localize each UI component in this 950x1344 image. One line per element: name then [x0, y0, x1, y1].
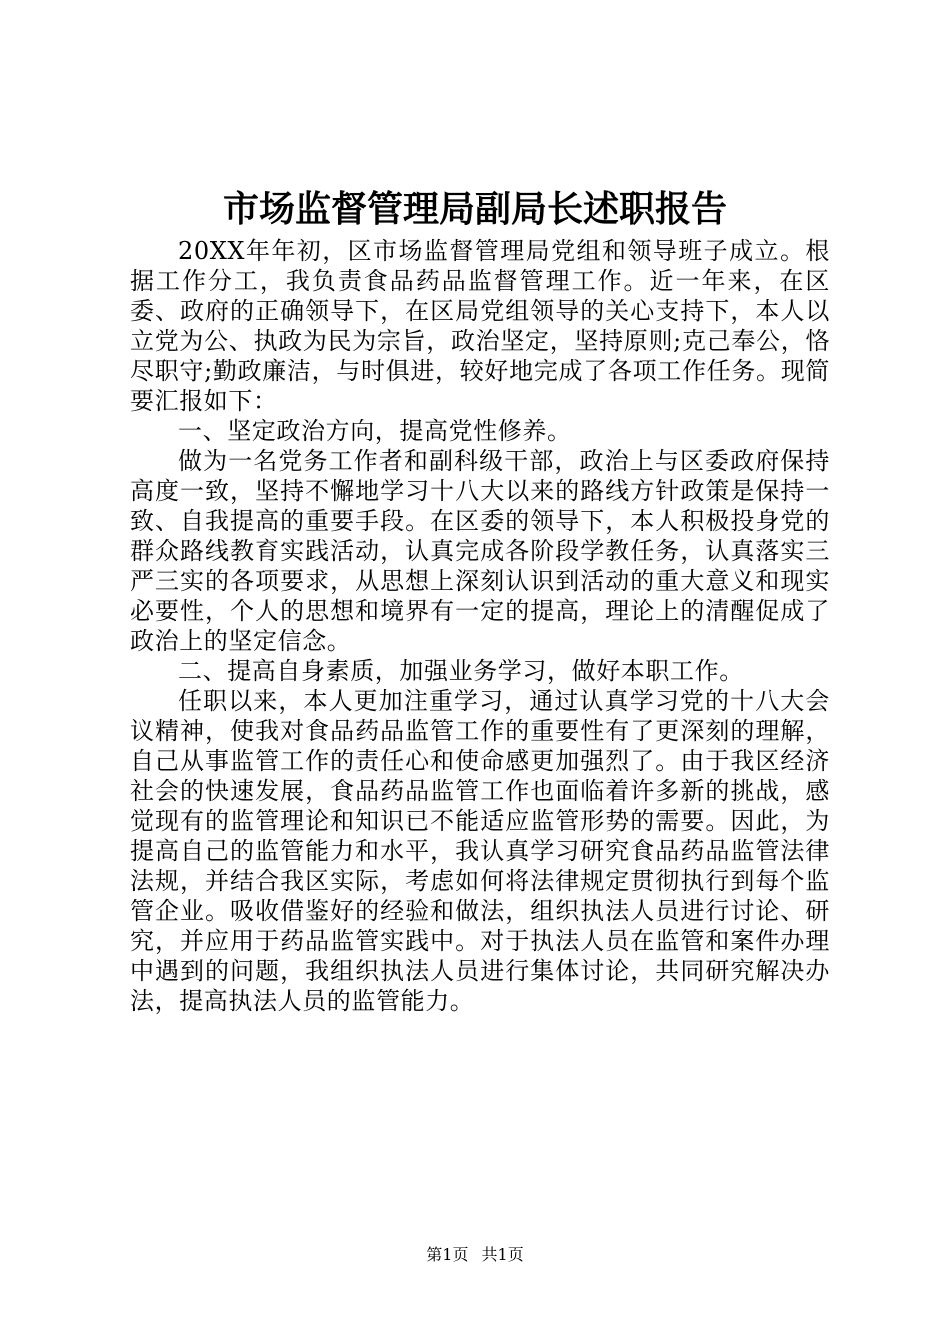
page-number-total: 共1页 — [481, 1245, 524, 1264]
document-title: 市场监督管理局副局长述职报告 — [222, 188, 727, 230]
section-heading-2: 二、提高自身素质，加强业务学习，做好本职工作。 — [178, 657, 744, 685]
section-heading-1: 一、坚定政治方向，提高党性修养。 — [178, 417, 572, 445]
paragraph-section-1: 做为一名党务工作者和副科级干部，政治上与区委政府保持高度一致，坚持不懈地学习十八大以来的路线方针政策是保持一致、自我提高的重要手段。在区委的领导下，本人积极投身党的群众路线教育实践活动，认真完成各阶段学教任务，认真落实三严三实的各项要求，从思想上深刻认识到活动的重大意义和现实必要性，个人的思想和境界有一定的提高，理论上的清醒促成了政治上的坚定信念。 — [130, 447, 830, 655]
page-number-current: 第1页 — [426, 1245, 469, 1264]
paragraph-intro: 20XX年年初，区市场监督管理局党组和领导班子成立。根据工作分工，我负责食品药品监督管理工作。近一年来，在区委、政府的正确领导下，在区局党组领导的关心支持下，本人以立党为公、执政为民为宗旨，政治坚定，坚持原则;克己奉公，恪尽职守;勤政廉洁，与时俱进，较好地完成了各项工作任务。现简要汇报如下： — [130, 237, 830, 415]
paragraph-section-2: 任职以来，本人更加注重学习，通过认真学习党的十八大会议精神，使我对食品药品监管工作的重要性有了更深刻的理解，自己从事监管工作的责任心和使命感更加强烈了。由于我区经济社会的快速发展，食品药品监管工作也面临着许多新的挑战，感觉现有的监管理论和知识已不能适应监管形势的需要。因此，为提高自己的监管能力和水平，我认真学习研究食品药品监管法律法规，并结合我区实际，考虑如何将法律规定贯彻执行到每个监管企业。吸收借鉴好的经验和做法，组织执法人员进行讨论、研究，并应用于药品监管实践中。对于执法人员在监管和案件办理中遇到的问题，我组织执法人员进行集体讨论，共同研究解决办法，提高执法人员的监管能力。 — [130, 687, 830, 1015]
document-body — [130, 236, 830, 1016]
page-footer — [0, 1244, 950, 1266]
